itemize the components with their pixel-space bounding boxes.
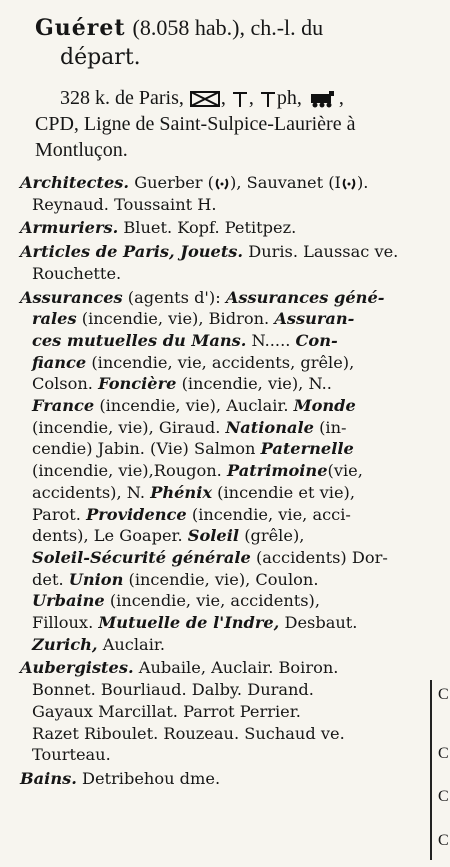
category-label: Articles de Paris, Jouets. xyxy=(20,242,244,262)
category-label: Architectes. xyxy=(20,173,130,192)
entry-aubergistes: Aubergistes. Aubaile, Auclair. Boiron. Bonnet. Bourliaud. Dalby. Durand. Gayaux Marcillat. Parrot Perrier. Razet Riboulet. Rouzeau. Suchaud ve. Tourteau. xyxy=(20,658,345,765)
post-envelope-icon xyxy=(190,90,220,108)
entry-architectes: Architectes. Guerber ( ), Sauvanet (I ). Reynaud. Toussaint H. xyxy=(20,173,369,214)
edge-letter: C xyxy=(438,686,449,703)
town-header xyxy=(35,14,450,43)
edge-letter: C xyxy=(438,745,449,762)
population: (8.058 hab.), ch.-l. du xyxy=(132,15,324,40)
category-label: Bains. xyxy=(20,768,77,788)
info-line-3: Montluçon. xyxy=(35,139,128,161)
header-line-2: départ. xyxy=(60,45,141,70)
telegraph-icon xyxy=(232,90,248,108)
category-label: Assurances xyxy=(20,287,123,307)
edge-letter: C xyxy=(438,832,449,849)
town-info xyxy=(35,85,447,163)
category-label: Armuriers. xyxy=(20,218,119,238)
railway-station-icon xyxy=(308,90,338,108)
entry-bains: Bains. Detribehou dme. xyxy=(20,768,221,788)
entry-assurances: Assurances (agents d'): Assurances géné- rales (incendie, vie), Bidron. Assuran- ces mutuelles du Mans. N..... Con- fiance (incendie, vie, accidents, grêle), Colson. Foncière (incendie, vie), N.. France (incendie, vie), Auclair. Monde (incendie, vie), Giraud. Nationale (in- cendie) Jabin. (Vie) Salmon Paternelle (incendie, vie),Rougon. Patrimoine(vie, accidents), N. Phénix (incendie et vie), Parot. Providence (incendie, vie, acci- dents), Le Goaper. Soleil (grêle), Soleil-Sécurité générale (accidents) Dor- det. Union (incendie, vie), Coulon. Urbaine (incendie, vie, accidents), Filloux. Mutuelle de l'Indre, Desbaut. Zurich, Auclair. xyxy=(20,287,388,654)
info-line-1: 328 k. de Paris, , , ph, , xyxy=(60,87,344,109)
category-label: Aubergistes. xyxy=(20,658,134,678)
trade-listings xyxy=(20,172,440,792)
town-name: Guéret xyxy=(35,15,126,41)
entry-armuriers: Armuriers. Bluet. Kopf. Petitpez. xyxy=(20,218,297,238)
telephone-icon xyxy=(260,90,276,108)
edge-letter: C xyxy=(438,788,449,805)
entry-articles-de-paris: Articles de Paris, Jouets. Duris. Laussac ve. Rouchette. xyxy=(20,242,399,283)
laurel-wreath-icon xyxy=(342,177,356,191)
laurel-wreath-icon xyxy=(215,177,229,191)
info-line-2: CPD, Ligne de Saint-Sulpice-Laurière à xyxy=(35,113,356,135)
telephone-label: ph, xyxy=(276,87,302,109)
distance-text: 328 k. de Paris, xyxy=(60,87,184,109)
column-rule xyxy=(430,680,432,860)
